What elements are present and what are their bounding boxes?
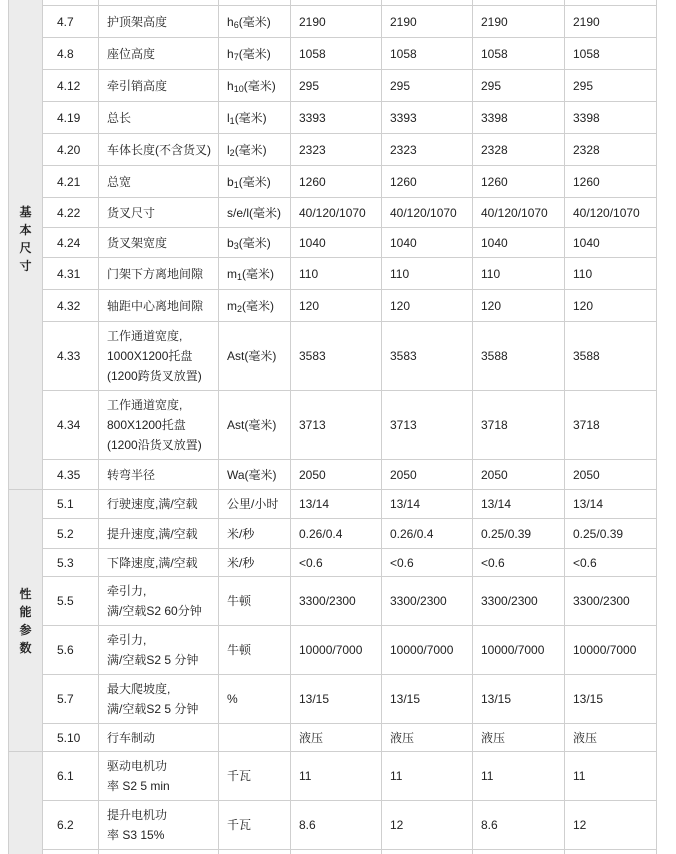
unit-subscript: 2: [237, 303, 243, 314]
row-number: 4.12: [43, 70, 99, 102]
row-value-model-2: 液压: [382, 724, 473, 752]
row-value-model-1: 1040: [291, 228, 382, 258]
unit-tail: (毫米): [242, 266, 275, 281]
row-value-model-4: 0.25/0.39: [565, 519, 657, 549]
row-number: 4.35: [43, 460, 99, 490]
parameter-name-line: 座位高度: [107, 46, 156, 61]
row-parameter-name: [99, 228, 219, 258]
spec-table-body: [9, 0, 657, 854]
unit-tail: (毫米): [243, 78, 276, 93]
row-value-model-2: 13/15: [382, 675, 473, 724]
unit-symbol: l: [227, 142, 230, 157]
table-row: [9, 198, 657, 228]
row-value-model-1: 8.6: [291, 801, 382, 850]
parameter-name-line: 工作通道宽度,: [107, 329, 183, 343]
row-value-model-3: 110: [473, 258, 565, 290]
row-number: 4.31: [43, 258, 99, 290]
parameter-name-line: 车体长度(不含货叉): [107, 142, 211, 157]
parameter-name-line: 1000X1200托盘: [107, 349, 193, 363]
row-value-model-4: 2050: [565, 460, 657, 490]
category-label: 基本尺寸: [19, 205, 32, 273]
table-row: [9, 549, 657, 577]
parameter-name-line: 转弯半径: [107, 467, 156, 482]
table-row: [9, 6, 657, 38]
row-value-model-3: 120: [473, 290, 565, 322]
row-unit: [219, 519, 291, 549]
parameter-name-line: 最大爬坡度,: [107, 682, 171, 696]
row-value-model-1: [291, 850, 382, 854]
table-row: [9, 134, 657, 166]
unit-subscript: 6: [233, 19, 239, 30]
table-row: [9, 38, 657, 70]
table-row: [9, 752, 657, 801]
row-value-model-3: 2050: [473, 460, 565, 490]
row-parameter-name: [99, 519, 219, 549]
row-number: 5.3: [43, 549, 99, 577]
row-value-model-3: 1040: [473, 228, 565, 258]
row-value-model-2: 3300/2300: [382, 577, 473, 626]
row-value-model-2: 13/14: [382, 490, 473, 519]
parameter-name-line: 驱动电机功: [107, 759, 168, 773]
row-value-model-1: 2323: [291, 134, 382, 166]
category-motor: [9, 752, 43, 854]
parameter-name-line: 货叉尺寸: [107, 205, 156, 220]
row-value-model-3: 10000/7000: [473, 626, 565, 675]
row-value-model-4: 1040: [565, 228, 657, 258]
unit-subscript: 3: [233, 240, 239, 251]
row-unit: [219, 290, 291, 322]
table-row: [9, 166, 657, 198]
row-value-model-3: 1260: [473, 166, 565, 198]
unit-symbol: l: [227, 110, 230, 125]
row-value-model-1: 40/120/1070: [291, 198, 382, 228]
category-performance: [9, 490, 43, 752]
unit-symbol: %: [227, 692, 238, 706]
row-value-model-1: 295: [291, 70, 382, 102]
row-value-model-2: 2323: [382, 134, 473, 166]
unit-subscript: 1: [237, 271, 243, 282]
row-unit: [219, 391, 291, 460]
row-parameter-name: [99, 198, 219, 228]
parameter-name-line: 工作通道宽度,: [107, 398, 183, 412]
row-value-model-1: 0.26/0.4: [291, 519, 382, 549]
row-unit: [219, 850, 291, 854]
row-value-model-2: 295: [382, 70, 473, 102]
table-row: [9, 675, 657, 724]
parameter-name-line: 满/空载S2 5 分钟: [107, 702, 199, 716]
parameter-name-line: 提升速度,满/空载: [107, 526, 198, 541]
table-row: [9, 228, 657, 258]
parameter-name-line: 牵引销高度: [107, 78, 168, 93]
row-parameter-name: [99, 391, 219, 460]
unit-subscript: 10: [233, 83, 244, 94]
spec-table: [8, 0, 657, 854]
unit-tail: (毫米): [234, 142, 267, 157]
parameter-name-line: (1200跨货叉放置): [107, 369, 202, 383]
row-parameter-name: [99, 549, 219, 577]
row-number: 4.7: [43, 6, 99, 38]
row-unit: [219, 577, 291, 626]
category-basic-dimensions: [9, 0, 43, 490]
row-value-model-1: 2050: [291, 460, 382, 490]
row-unit: [219, 258, 291, 290]
unit-symbol: 牛顿: [227, 643, 252, 657]
row-value-model-2: 11: [382, 752, 473, 801]
row-parameter-name: [99, 290, 219, 322]
unit-symbol: s/e/l(毫米): [227, 205, 282, 220]
unit-symbol: m: [227, 266, 237, 281]
unit-symbol: h: [227, 78, 234, 93]
row-number: 5.6: [43, 626, 99, 675]
unit-symbol: 米/秒: [227, 526, 255, 541]
table-row: [9, 626, 657, 675]
row-value-model-3: 2190: [473, 6, 565, 38]
unit-symbol: 千瓦: [227, 818, 252, 832]
row-parameter-name: [99, 38, 219, 70]
row-value-model-4: 2328: [565, 134, 657, 166]
row-parameter-name: [99, 577, 219, 626]
parameter-name-line: 行车制动: [107, 730, 156, 745]
row-value-model-1: 1058: [291, 38, 382, 70]
row-unit: [219, 166, 291, 198]
row-value-model-4: 1058: [565, 38, 657, 70]
row-parameter-name: [99, 675, 219, 724]
parameter-name-line: 行驶速度,满/空载: [107, 497, 198, 511]
parameter-name-line: 提升电机功: [107, 808, 168, 822]
row-number: 5.5: [43, 577, 99, 626]
row-number: 4.34: [43, 391, 99, 460]
parameter-name-line: 满/空载S2 60分钟: [107, 604, 202, 618]
row-parameter-name: [99, 801, 219, 850]
table-row: [9, 801, 657, 850]
row-value-model-4: 13/15: [565, 675, 657, 724]
row-value-model-4: 2190: [565, 6, 657, 38]
row-value-model-1: 11: [291, 752, 382, 801]
row-parameter-name: [99, 102, 219, 134]
row-value-model-2: 3393: [382, 102, 473, 134]
row-number: 4.22: [43, 198, 99, 228]
row-value-model-1: 1260: [291, 166, 382, 198]
row-value-model-1: 120: [291, 290, 382, 322]
row-value-model-4: 110: [565, 258, 657, 290]
unit-tail: (毫米): [238, 46, 271, 61]
row-number: 5.2: [43, 519, 99, 549]
row-value-model-1: 3393: [291, 102, 382, 134]
row-unit: [219, 134, 291, 166]
row-unit: [219, 549, 291, 577]
parameter-name-line: 轴距中心离地间隙: [107, 298, 204, 313]
row-value-model-3: <0.6: [473, 549, 565, 577]
table-row: [9, 490, 657, 519]
row-parameter-name: [99, 134, 219, 166]
unit-subscript: 2: [229, 147, 235, 158]
table-row: [9, 577, 657, 626]
row-value-model-2: 0.26/0.4: [382, 519, 473, 549]
row-value-model-2: 3713: [382, 391, 473, 460]
unit-subscript: 7: [233, 51, 239, 62]
row-unit: [219, 38, 291, 70]
unit-tail: (毫米): [242, 298, 275, 313]
row-value-model-4: 11: [565, 752, 657, 801]
row-number: 4.8: [43, 38, 99, 70]
row-value-model-1: 2190: [291, 6, 382, 38]
row-number: 6.2: [43, 801, 99, 850]
parameter-name-line: 800X1200托盘: [107, 418, 186, 432]
row-value-model-4: 12: [565, 801, 657, 850]
table-row: [9, 290, 657, 322]
row-unit: [219, 675, 291, 724]
row-value-model-3: 液压: [473, 724, 565, 752]
row-value-model-4: [565, 850, 657, 854]
unit-symbol: b: [227, 174, 234, 189]
row-parameter-name: [99, 258, 219, 290]
row-value-model-4: 3718: [565, 391, 657, 460]
row-number: 4.33: [43, 322, 99, 391]
row-value-model-1: 液压: [291, 724, 382, 752]
row-value-model-2: [382, 850, 473, 854]
row-value-model-4: 1260: [565, 166, 657, 198]
row-value-model-1: 3713: [291, 391, 382, 460]
row-value-model-2: 2190: [382, 6, 473, 38]
row-number: 5.1: [43, 490, 99, 519]
parameter-name-line: 总长: [107, 110, 132, 125]
unit-subscript: 1: [233, 179, 239, 190]
row-value-model-4: <0.6: [565, 549, 657, 577]
row-number: 5.10: [43, 724, 99, 752]
row-unit: [219, 490, 291, 519]
row-value-model-1: 10000/7000: [291, 626, 382, 675]
row-value-model-3: 3718: [473, 391, 565, 460]
row-parameter-name: [99, 850, 219, 854]
row-unit: [219, 460, 291, 490]
row-value-model-1: 110: [291, 258, 382, 290]
row-value-model-2: 120: [382, 290, 473, 322]
unit-subscript: 1: [229, 115, 235, 126]
row-number: 4.21: [43, 166, 99, 198]
parameter-name-line: 货叉架宽度: [107, 235, 168, 250]
row-value-model-4: 3588: [565, 322, 657, 391]
row-value-model-4: 液压: [565, 724, 657, 752]
row-value-model-3: 13/15: [473, 675, 565, 724]
unit-tail: (毫米): [238, 14, 271, 29]
row-value-model-2: 12: [382, 801, 473, 850]
row-value-model-3: 40/120/1070: [473, 198, 565, 228]
row-parameter-name: [99, 752, 219, 801]
row-parameter-name: [99, 6, 219, 38]
row-unit: [219, 70, 291, 102]
table-row: [9, 258, 657, 290]
row-unit: [219, 626, 291, 675]
parameter-name-line: 总宽: [107, 174, 132, 189]
row-unit: [219, 228, 291, 258]
row-value-model-3: 3300/2300: [473, 577, 565, 626]
unit-symbol: 牛顿: [227, 594, 252, 608]
row-value-model-2: 1058: [382, 38, 473, 70]
row-value-model-1: <0.6: [291, 549, 382, 577]
row-parameter-name: [99, 724, 219, 752]
table-row: [9, 460, 657, 490]
parameter-name-line: 牵引力,: [107, 584, 147, 598]
parameter-name-line: 下降速度,满/空载: [107, 555, 198, 570]
parameter-name-line: 率 S2 5 min: [107, 779, 170, 793]
row-value-model-4: 10000/7000: [565, 626, 657, 675]
table-row: [9, 519, 657, 549]
row-value-model-2: 1040: [382, 228, 473, 258]
unit-symbol: 公里/小时: [227, 497, 279, 511]
row-number: [43, 850, 99, 854]
row-value-model-2: 3583: [382, 322, 473, 391]
row-unit: [219, 6, 291, 38]
parameter-name-line: 护顶架高度: [107, 14, 168, 29]
row-value-model-3: 0.25/0.39: [473, 519, 565, 549]
row-parameter-name: [99, 490, 219, 519]
table-row: [9, 850, 657, 854]
row-value-model-3: 13/14: [473, 490, 565, 519]
parameter-name-line: 满/空载S2 5 分钟: [107, 653, 199, 667]
row-value-model-1: 3300/2300: [291, 577, 382, 626]
row-value-model-2: 110: [382, 258, 473, 290]
unit-tail: (毫米): [238, 235, 271, 250]
row-value-model-3: 8.6: [473, 801, 565, 850]
table-row: [9, 102, 657, 134]
unit-symbol: Wa(毫米): [227, 467, 277, 482]
row-unit: [219, 102, 291, 134]
unit-symbol: 千瓦: [227, 769, 252, 783]
row-number: 4.32: [43, 290, 99, 322]
unit-symbol: b: [227, 235, 234, 250]
row-value-model-4: 120: [565, 290, 657, 322]
row-value-model-1: 13/14: [291, 490, 382, 519]
row-value-model-2: <0.6: [382, 549, 473, 577]
row-unit: [219, 724, 291, 752]
row-value-model-2: 1260: [382, 166, 473, 198]
table-row: [9, 322, 657, 391]
unit-symbol: h: [227, 14, 234, 29]
unit-symbol: Ast(毫米): [227, 349, 277, 363]
row-value-model-4: 13/14: [565, 490, 657, 519]
unit-symbol: Ast(毫米): [227, 418, 277, 432]
row-unit: [219, 801, 291, 850]
row-number: 5.7: [43, 675, 99, 724]
table-row: [9, 391, 657, 460]
row-value-model-1: 13/15: [291, 675, 382, 724]
row-parameter-name: [99, 626, 219, 675]
row-value-model-3: [473, 850, 565, 854]
row-value-model-3: 2328: [473, 134, 565, 166]
row-unit: [219, 198, 291, 228]
row-number: 6.1: [43, 752, 99, 801]
row-value-model-4: 3300/2300: [565, 577, 657, 626]
row-unit: [219, 752, 291, 801]
parameter-name-line: 门架下方离地间隙: [107, 266, 204, 281]
unit-symbol: 米/秒: [227, 555, 255, 570]
row-value-model-2: 10000/7000: [382, 626, 473, 675]
row-value-model-3: 3398: [473, 102, 565, 134]
row-parameter-name: [99, 166, 219, 198]
row-value-model-3: 295: [473, 70, 565, 102]
row-number: 4.19: [43, 102, 99, 134]
unit-symbol: m: [227, 298, 237, 313]
row-value-model-4: 3398: [565, 102, 657, 134]
parameter-name-line: 率 S3 15%: [107, 828, 165, 842]
row-value-model-2: 40/120/1070: [382, 198, 473, 228]
row-number: 4.24: [43, 228, 99, 258]
row-value-model-1: 3583: [291, 322, 382, 391]
row-value-model-3: 11: [473, 752, 565, 801]
row-parameter-name: [99, 70, 219, 102]
parameter-name-line: (1200沿货叉放置): [107, 438, 202, 452]
row-value-model-3: 1058: [473, 38, 565, 70]
row-parameter-name: [99, 322, 219, 391]
row-value-model-4: 295: [565, 70, 657, 102]
row-value-model-4: 40/120/1070: [565, 198, 657, 228]
parameter-name-line: 牵引力,: [107, 633, 147, 647]
unit-symbol: h: [227, 46, 234, 61]
row-unit: [219, 322, 291, 391]
category-label: 性能参数: [19, 586, 32, 655]
unit-tail: (毫米): [238, 174, 271, 189]
unit-tail: (毫米): [234, 110, 267, 125]
table-row: [9, 70, 657, 102]
row-number: 4.20: [43, 134, 99, 166]
row-value-model-3: 3588: [473, 322, 565, 391]
table-row: [9, 724, 657, 752]
row-parameter-name: [99, 460, 219, 490]
row-value-model-2: 2050: [382, 460, 473, 490]
